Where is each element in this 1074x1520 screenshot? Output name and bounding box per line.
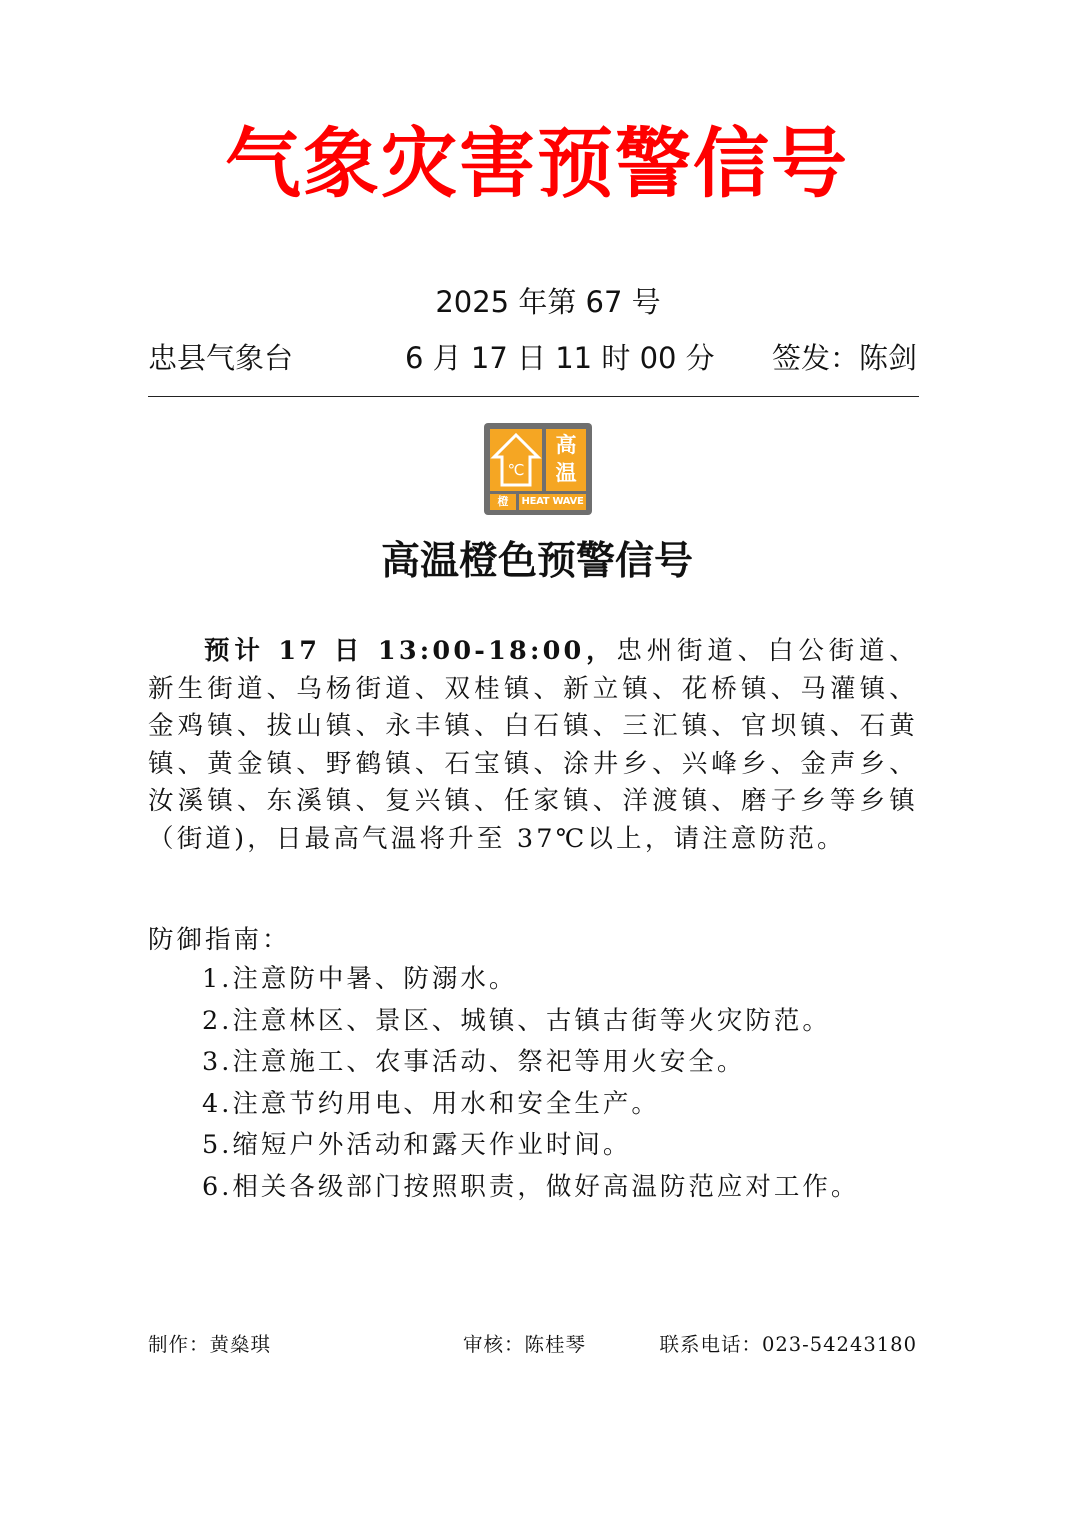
guide-item: 3.注意施工、农事活动、祭祀等用火安全。 <box>202 1047 746 1077</box>
guide-item: 1.注意防中暑、防溺水。 <box>202 964 518 994</box>
issue-time: 6 月 17 日 11 时 00 分 <box>405 341 715 375</box>
warning-content: 忠州街道、白公街道、新生街道、乌杨街道、双桂镇、新立镇、花桥镇、马灌镇、金鸡镇、拔山镇、永丰镇、白石镇、三汇镇、官坝镇、石黄镇、黄金镇、野鹤镇、石宝镇、涂井乡、兴峰乡、金声乡、汝溪镇、东溪镇、复兴镇、任家镇、洋渡镇、磨子乡等乡镇（街道)，日最高气温将升至 37℃以上，请注意防范。 <box>148 636 918 854</box>
footer-contact: 联系电话：023-54243180 <box>659 1333 917 1356</box>
badge-level: 橙 <box>490 494 516 510</box>
badge-chars <box>546 429 586 491</box>
header-divider <box>148 396 919 397</box>
guide-item: 6.相关各级部门按照职责，做好高温防范应对工作。 <box>202 1171 860 1202</box>
guide-item: 2.注意林区、景区、城镇、古镇古街等火灾防范。 <box>202 1005 831 1036</box>
heat-wave-orange-warning-icon <box>484 423 592 515</box>
footer-reviewer: 审核：陈桂琴 <box>463 1333 587 1356</box>
warning-lead: 预计 17 日 13:00-18:00， <box>204 636 617 666</box>
warning-body <box>148 633 918 859</box>
issue-number: 2025 年第 67 号 <box>435 285 661 319</box>
badge-label-en: HEAT WAVE <box>519 494 586 510</box>
document-title: 气象灾害预警信号 <box>225 119 849 208</box>
celsius-symbol: ℃ <box>507 461 525 479</box>
guide-item: 4.注意节约用电、用水和安全生产。 <box>202 1088 660 1119</box>
guide-list <box>202 961 859 1210</box>
badge-char: 温 <box>555 461 577 485</box>
warning-title: 高温橙色预警信号 <box>380 539 693 584</box>
guide-item: 5.缩短户外活动和露天作业时间。 <box>202 1130 632 1160</box>
footer-producer: 制作：黄燊琪 <box>148 1333 272 1356</box>
thermometer-house-icon <box>490 429 542 491</box>
issuer: 忠县气象台 <box>148 341 294 375</box>
guide-title: 防御指南： <box>148 925 291 955</box>
signed-by: 签发：陈剑 <box>771 341 917 375</box>
badge-char: 高 <box>555 433 577 457</box>
